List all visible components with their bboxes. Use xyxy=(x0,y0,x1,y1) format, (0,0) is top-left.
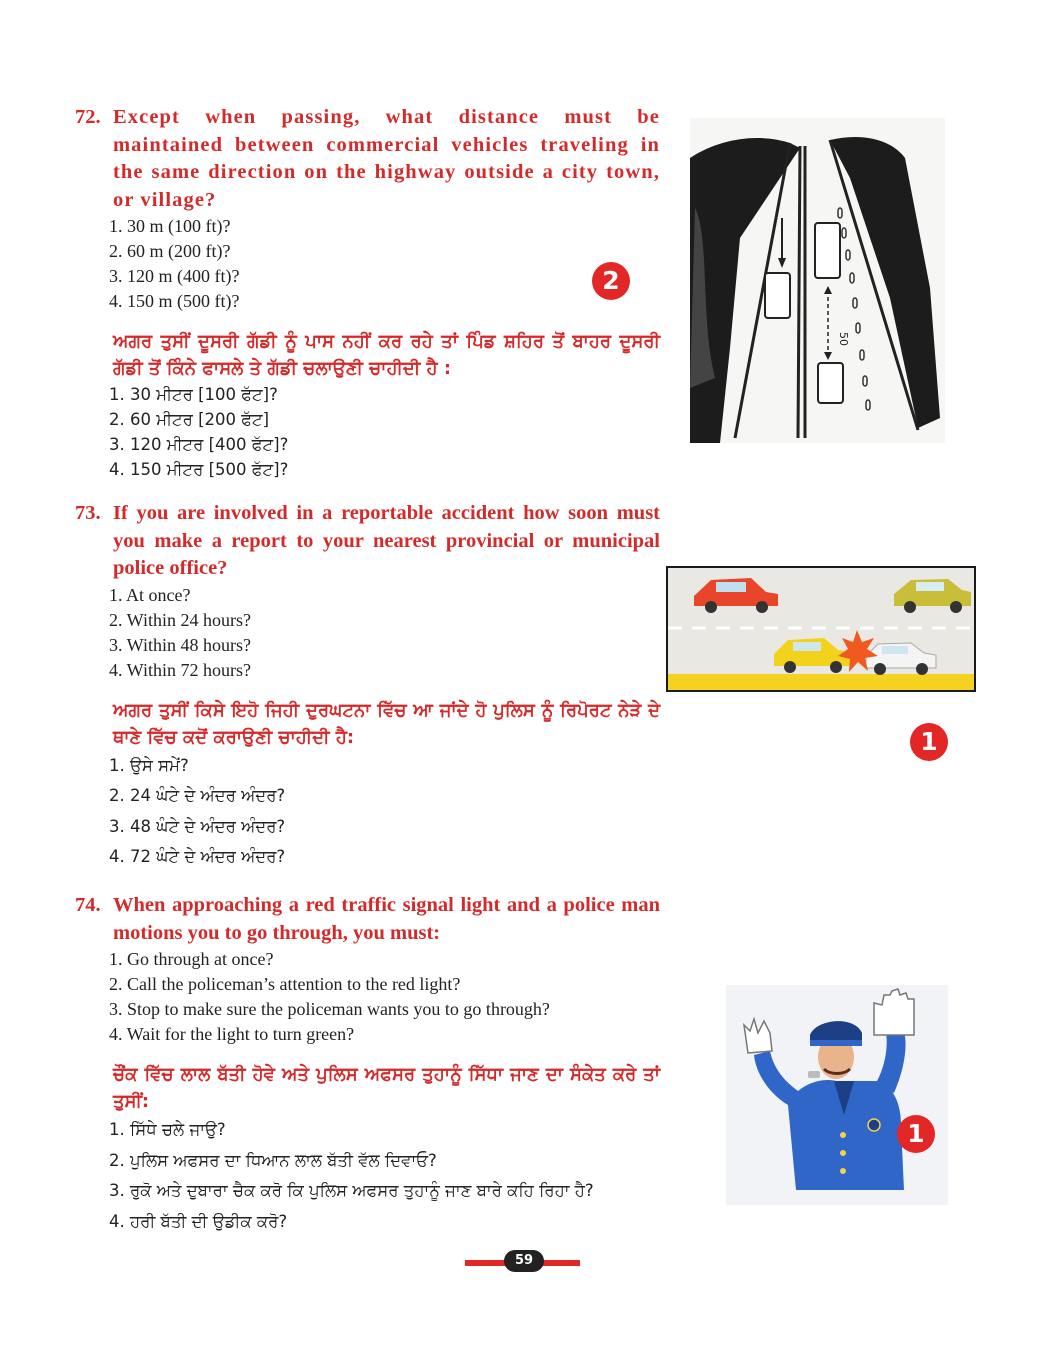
options-list xyxy=(75,214,660,314)
question-74 xyxy=(75,892,660,1237)
option: 3. Within 48 hours? xyxy=(109,634,251,655)
highway-drawing xyxy=(690,118,945,443)
punjabi-question-text: ਅਗਰ ਤੁਸੀਂ ਕਿਸੇ ਇਹੋ ਜਿਹੀ ਦੁਰਘਟਨਾ ਵਿੱਚ ਆ ਜਾਂਦੇ ਹੋ ਪੁਲਿਸ ਨੂੰ ਰਿਪੋਰਟ ਨੇੜੇ ਦੇ ਥਾਣੇ ਵਿੱਚ ਕਦੋਂ ਕਰਾਉਣੀ ਚਾਹੀਦੀ ਹੈ: xyxy=(113,699,660,748)
option: 4. Within 72 hours? xyxy=(109,659,251,680)
question-text: If you are involved in a reportable accident how soon must you make a report to your nearest provincial or municipal police office? xyxy=(113,502,660,579)
page-number: 59 xyxy=(504,1250,544,1272)
accident-illustration xyxy=(666,566,976,692)
option: 1. Go through at once? xyxy=(109,949,274,969)
options-list xyxy=(75,583,660,683)
punjabi-option: 2. 24 ਘੰਟੇ ਦੇ ਅੰਦਰ ਅੰਦਰ? xyxy=(109,786,286,805)
punjabi-option: 1. ਉਸੇ ਸਮੇਂ? xyxy=(109,755,189,775)
answer-badge-73: 1 xyxy=(910,723,948,761)
option: 1. At once? xyxy=(109,584,191,605)
answer-badge-74: 1 xyxy=(897,1115,935,1153)
question-number: 73. xyxy=(75,502,101,524)
option: 3. 120 m (400 ft)? xyxy=(109,266,240,286)
option: 4. 150 m (500 ft)? xyxy=(109,291,240,311)
punjabi-option: 4. 72 ਘੰਟੇ ਦੇ ਅੰਦਰ ਅੰਦਰ? xyxy=(109,847,286,866)
policeman-drawing xyxy=(726,985,948,1205)
option: 3. Stop to make sure the policeman wants you to go through? xyxy=(109,999,550,1019)
punjabi-options-list xyxy=(75,382,660,482)
question-number: 74. xyxy=(75,894,101,916)
punjabi-option: 1. ਸਿੱਧੇ ਚਲੇ ਜਾਉ? xyxy=(109,1120,226,1139)
highway-distance-label: 50 xyxy=(837,332,850,346)
highway-illustration xyxy=(690,118,945,443)
punjabi-option: 3. ਰੁਕੋ ਅਤੇ ਦੁਬਾਰਾ ਚੈਕ ਕਰੋ ਕਿ ਪੁਲਿਸ ਅਫਸਰ ਤੁਹਾਨੂੰ ਜਾਣ ਬਾਰੇ ਕਹਿ ਰਿਹਾ ਹੈ? xyxy=(109,1181,594,1200)
punjabi-question-text: ਚੌਂਕ ਵਿੱਚ ਲਾਲ ਬੱਤੀ ਹੋਵੇ ਅਤੇ ਪੁਲਿਸ ਅਫਸਰ ਤੁਹਾਨੂੰ ਸਿੱਧਾ ਜਾਣ ਦਾ ਸੰਕੇਤ ਕਰੇ ਤਾਂ ਤੁਸੀਂ: xyxy=(113,1064,660,1112)
punjabi-option: 4. 150 ਮੀਟਰ [500 ਫੱਟ]? xyxy=(109,460,289,479)
punjabi-option: 2. 60 ਮੀਟਰ [200 ਫੱਟ] xyxy=(109,410,270,429)
question-74-heading xyxy=(75,892,660,947)
question-73-heading xyxy=(75,500,660,583)
policeman-illustration xyxy=(726,985,948,1205)
punjabi-option: 3. 120 ਮੀਟਰ [400 ਫੱਟ]? xyxy=(109,435,289,454)
punjabi-question-text: ਅਗਰ ਤੁਸੀਂ ਦੂਸਰੀ ਗੱਡੀ ਨੂੰ ਪਾਸ ਨਹੀਂ ਕਰ ਰਹੇ ਤਾਂ ਪਿੰਡ ਸ਼ਹਿਰ ਤੋਂ ਬਾਹਰ ਦੂਸਰੀ ਗੱਡੀ ਤੋਂ ਕਿੰਨੇ ਫਾਸਲੇ ਤੇ ਗੱਡੀ ਚਲਾਉਣੀ ਚਾਹੀਦੀ ਹੈ : xyxy=(113,331,660,379)
options-list xyxy=(75,947,660,1047)
answer-badge-72: 2 xyxy=(592,262,630,300)
question-73 xyxy=(75,500,660,873)
punjabi-option: 1. 30 ਮੀਟਰ [100 ਫੱਟ]? xyxy=(109,385,278,404)
question-text: When approaching a red traffic signal light and a police man motions you to go through, you must: xyxy=(113,894,660,944)
question-72 xyxy=(75,104,660,482)
punjabi-option: 2. ਪੁਲਿਸ ਅਫਸਰ ਦਾ ਧਿਆਨ ਲਾਲ ਬੱਤੀ ਵੱਲ ਦਿਵਾਓ? xyxy=(109,1150,437,1170)
punjabi-options-list xyxy=(75,751,660,873)
option: 2. Within 24 hours? xyxy=(109,609,251,630)
question-number: 72. xyxy=(75,106,101,128)
option: 4. Wait for the light to turn green? xyxy=(109,1024,355,1044)
question-72-heading xyxy=(75,104,660,214)
punjabi-options-list xyxy=(75,1115,660,1237)
punjabi-option: 3. 48 ਘੰਟੇ ਦੇ ਅੰਦਰ ਅੰਦਰ? xyxy=(109,816,286,836)
punjabi-option: 4. ਹਰੀ ਬੱਤੀ ਦੀ ਉਡੀਕ ਕਰੋ? xyxy=(109,1211,288,1231)
option: 1. 30 m (100 ft)? xyxy=(109,216,231,236)
option: 2. Call the policeman’s attention to the red light? xyxy=(109,974,461,994)
question-text: Except when passing, what distance must be maintained between commercial vehicles traveling in the same direction on the highway outside a city town, or village? xyxy=(113,106,660,211)
accident-drawing xyxy=(666,566,976,692)
option: 2. 60 m (200 ft)? xyxy=(109,241,231,261)
